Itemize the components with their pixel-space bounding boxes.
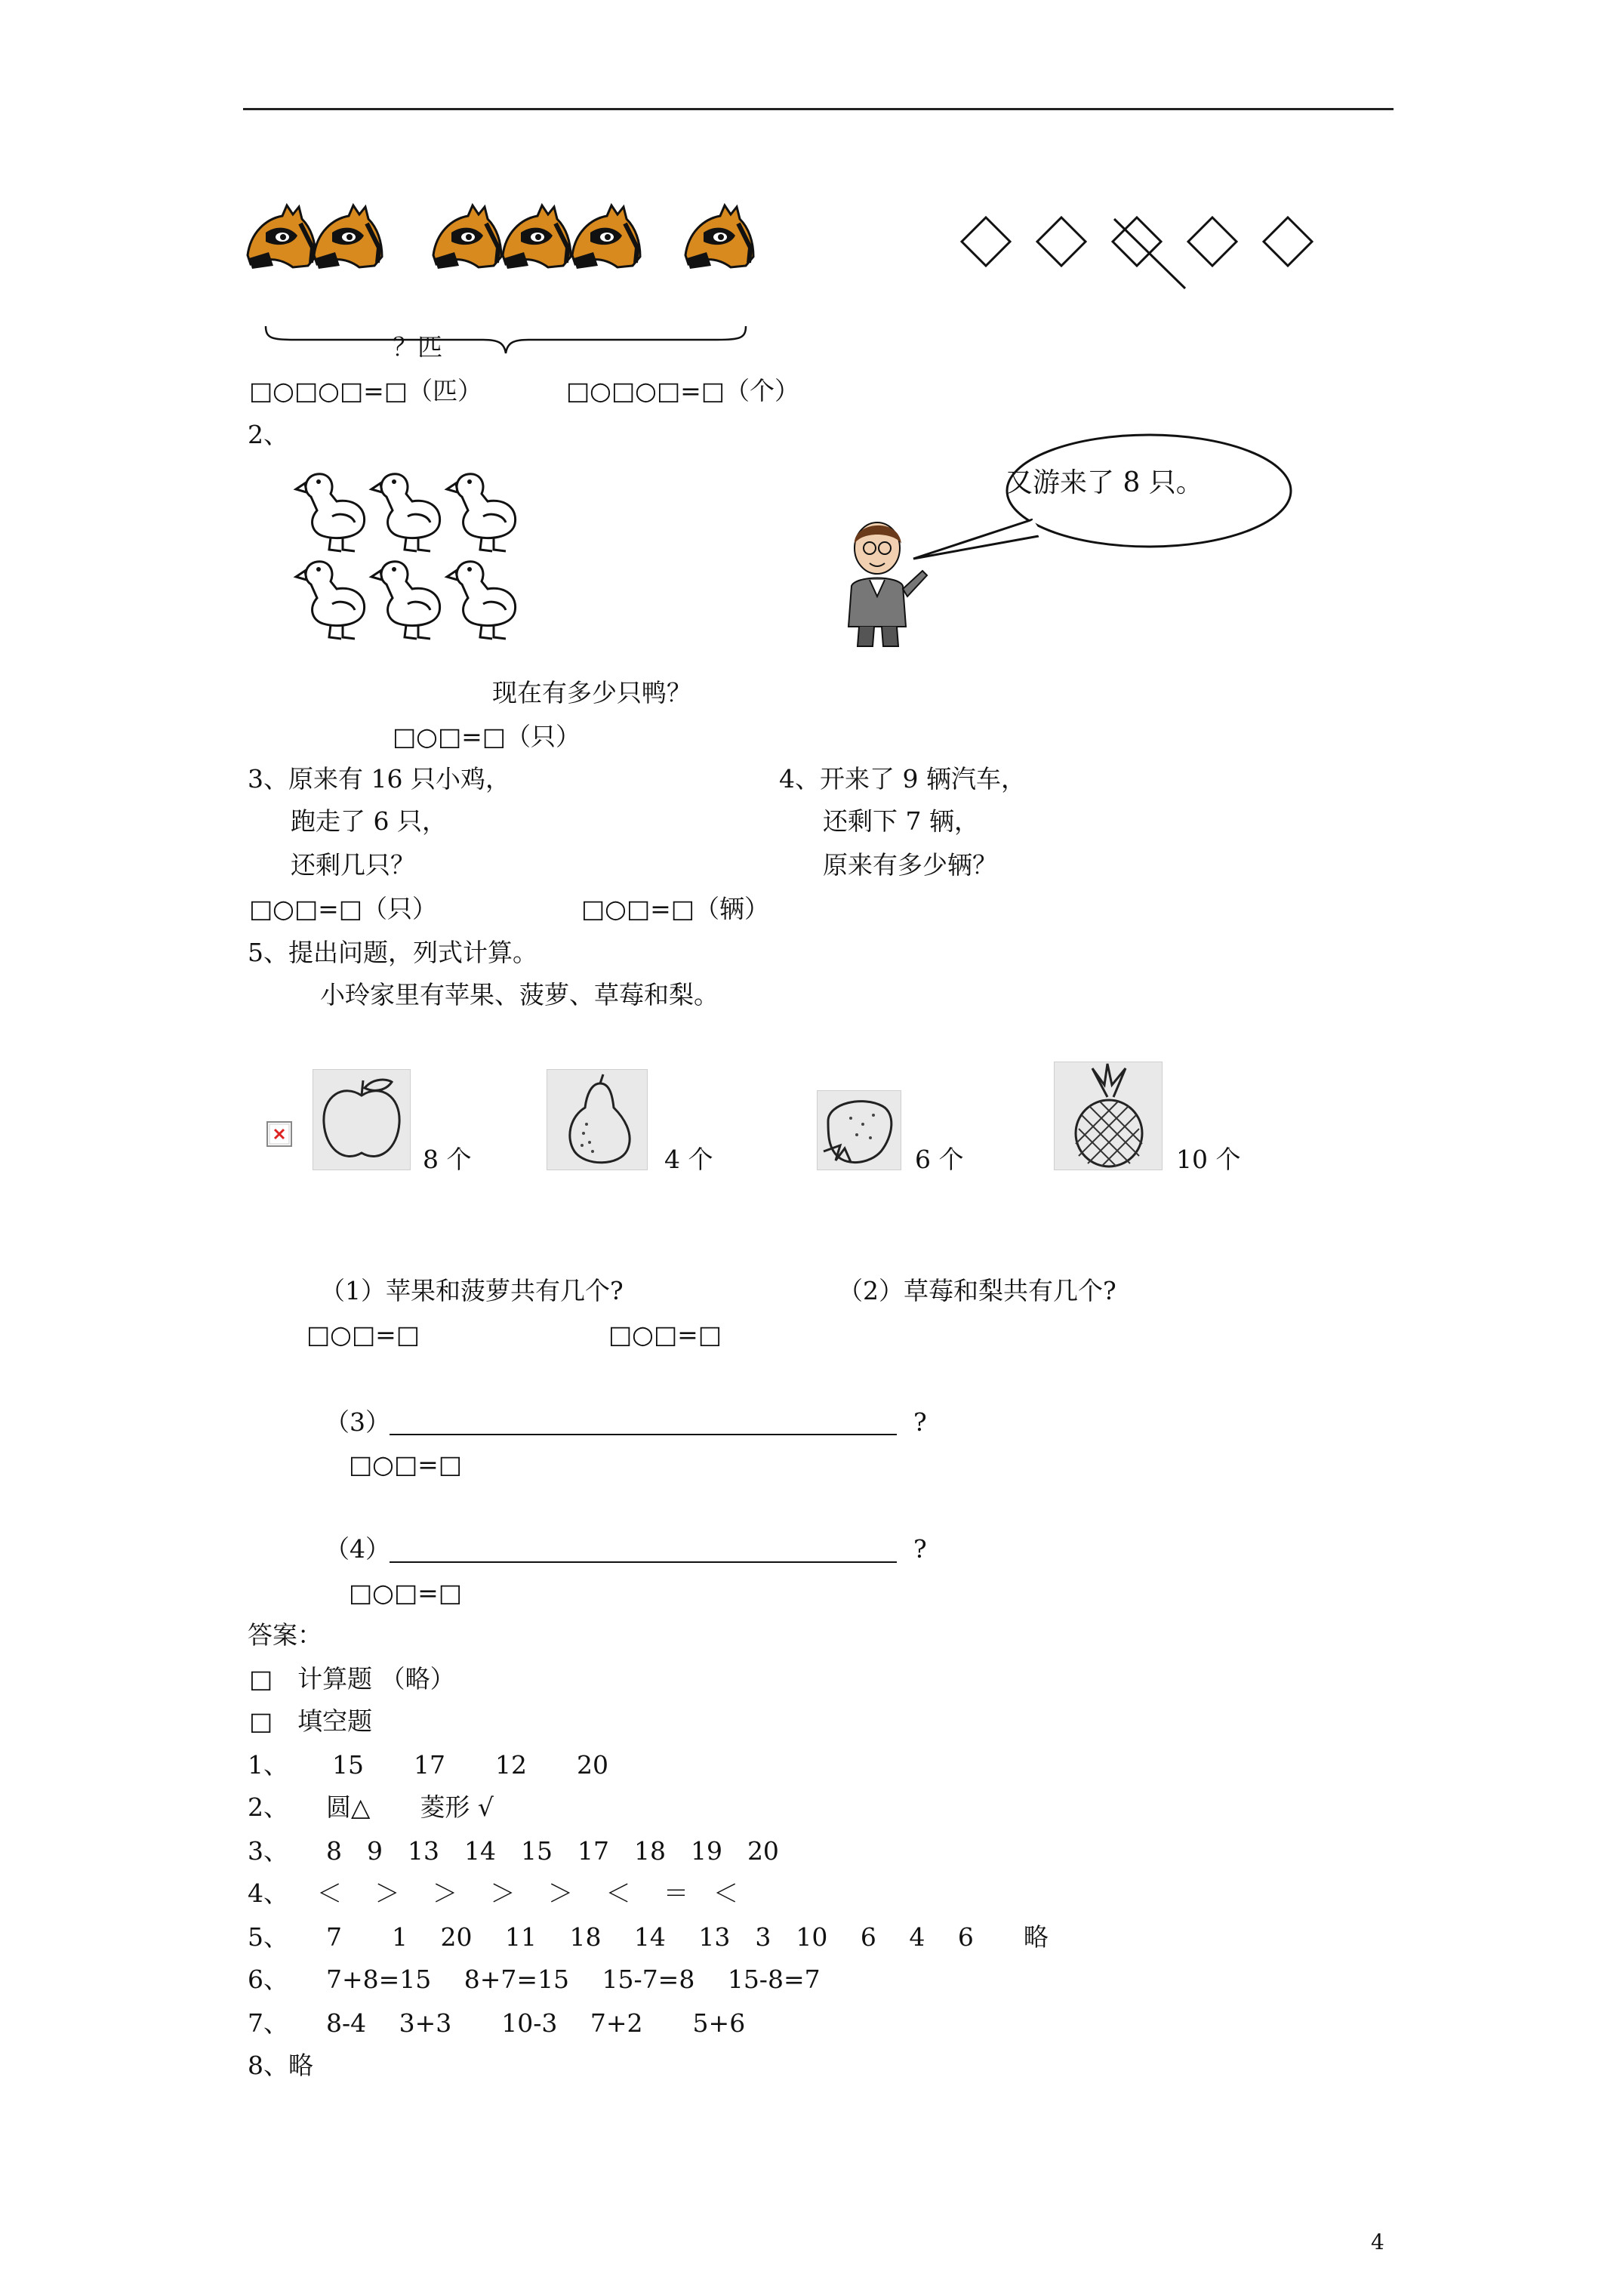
- answer-line-5: 7 1 20 11 18 14 13 3 10 6 4 6 略: [326, 1922, 1049, 1952]
- q4-formula: □○□=□（辆）: [581, 894, 769, 923]
- q5-sub2: （2）草莓和梨共有几个?: [838, 1276, 1116, 1305]
- q5-sub1: （1）苹果和菠萝共有几个?: [320, 1276, 624, 1305]
- q4-line3: 原来有多少辆？: [823, 850, 997, 880]
- q5-intro: 小玲家里有苹果、菠萝、草莓和梨。: [320, 980, 719, 1009]
- q4-line1: 4、开来了 9 辆汽车，: [779, 764, 1026, 794]
- q3-line1: 3、原来有 16 只小鸡，: [248, 764, 510, 794]
- speech-bubble: [906, 430, 1298, 574]
- q5-sub3-formula: □○□=□: [349, 1450, 462, 1479]
- q5-sub4-formula: □○□=□: [349, 1578, 462, 1607]
- q5-sub3-blank[interactable]: [390, 1434, 897, 1435]
- page-number: 4: [1371, 2230, 1384, 2254]
- q5-sub3-label: （3）: [325, 1407, 390, 1437]
- brace-label: ？匹: [393, 332, 442, 362]
- q3-formula: □○□=□（只）: [249, 894, 437, 923]
- q3-line3: 还剩几只？: [291, 850, 415, 880]
- broken-image-icon: [266, 1120, 293, 1148]
- header-rule: [243, 108, 1394, 110]
- pineapple-count: 10 个: [1176, 1145, 1241, 1174]
- pineapple-icon: [1055, 1062, 1162, 1170]
- apple-icon: [313, 1070, 410, 1170]
- answer-line-7: 8-4 3+3 10-3 7+2 5+6: [326, 2008, 746, 2038]
- answer-line-4-num: 4、: [248, 1878, 288, 1908]
- pear-count: 4 个: [664, 1145, 713, 1174]
- strawberry-count: 6 个: [915, 1145, 964, 1174]
- answer-line-7-num: 7、: [248, 2008, 288, 2038]
- q5-sub4-label: （4）: [325, 1534, 390, 1564]
- answer-line-6: 7+8=15 8+7=15 15-7=8 15-8=7: [326, 1965, 821, 1994]
- answers-title: 答案：: [248, 1620, 322, 1650]
- q5-sub1-formula: □○□=□: [306, 1320, 420, 1349]
- answer-line-3-num: 3、: [248, 1836, 288, 1866]
- q2-question: 现在有多少只鸭？: [492, 678, 691, 707]
- q5-sub4-blank[interactable]: [390, 1561, 897, 1563]
- answer-line-2-num: 2、: [248, 1792, 288, 1822]
- q3-line2: 跑走了 6 只，: [291, 806, 447, 836]
- apple-image: [313, 1069, 411, 1170]
- answer-line-6-num: 6、: [248, 1965, 288, 1994]
- answer-line-4: ＜ ＞ ＞ ＞ ＞ ＜ ＝ ＜: [317, 1878, 738, 1908]
- answer-line-1-num: 1、: [248, 1750, 288, 1780]
- q4-line2: 还剩下 7 辆，: [823, 806, 979, 836]
- pear-icon: [547, 1070, 647, 1170]
- brace: [264, 325, 747, 355]
- q2-formula: □○□=□（只）: [393, 722, 581, 751]
- ducks-illustration: [294, 468, 528, 657]
- answer-line-8: 8、略: [248, 2051, 313, 2080]
- answers-section1: □ 计算题 （略）: [249, 1664, 455, 1693]
- q5-sub2-formula: □○□=□: [608, 1320, 722, 1349]
- answer-line-1: 15 17 12 20: [332, 1750, 608, 1780]
- speech-text: 又游来了 8 只。: [1006, 467, 1203, 498]
- formula-horses: □○□○□=□（匹）: [249, 376, 482, 405]
- answer-line-5-num: 5、: [248, 1922, 288, 1952]
- q5-sub4-qmark: ?: [913, 1534, 927, 1564]
- diamonds-illustration: [959, 211, 1321, 294]
- apple-count: 8 个: [423, 1145, 472, 1174]
- answer-line-3: 8 9 13 14 15 17 18 19 20: [326, 1836, 779, 1866]
- formula-diamonds: □○□○□=□（个）: [566, 376, 799, 405]
- q5-title: 5、提出问题，列式计算。: [248, 938, 537, 967]
- answer-line-2: 圆△ 菱形 √: [326, 1792, 494, 1822]
- pineapple-image: [1054, 1062, 1163, 1170]
- horse-heads-illustration: [243, 202, 771, 285]
- pear-image: [547, 1069, 648, 1170]
- answers-section2: □ 填空题: [249, 1706, 373, 1736]
- strawberry-icon: [818, 1091, 901, 1170]
- q2-number: 2、: [248, 420, 288, 449]
- q5-sub3-qmark: ?: [913, 1407, 927, 1437]
- strawberry-image: [817, 1090, 901, 1170]
